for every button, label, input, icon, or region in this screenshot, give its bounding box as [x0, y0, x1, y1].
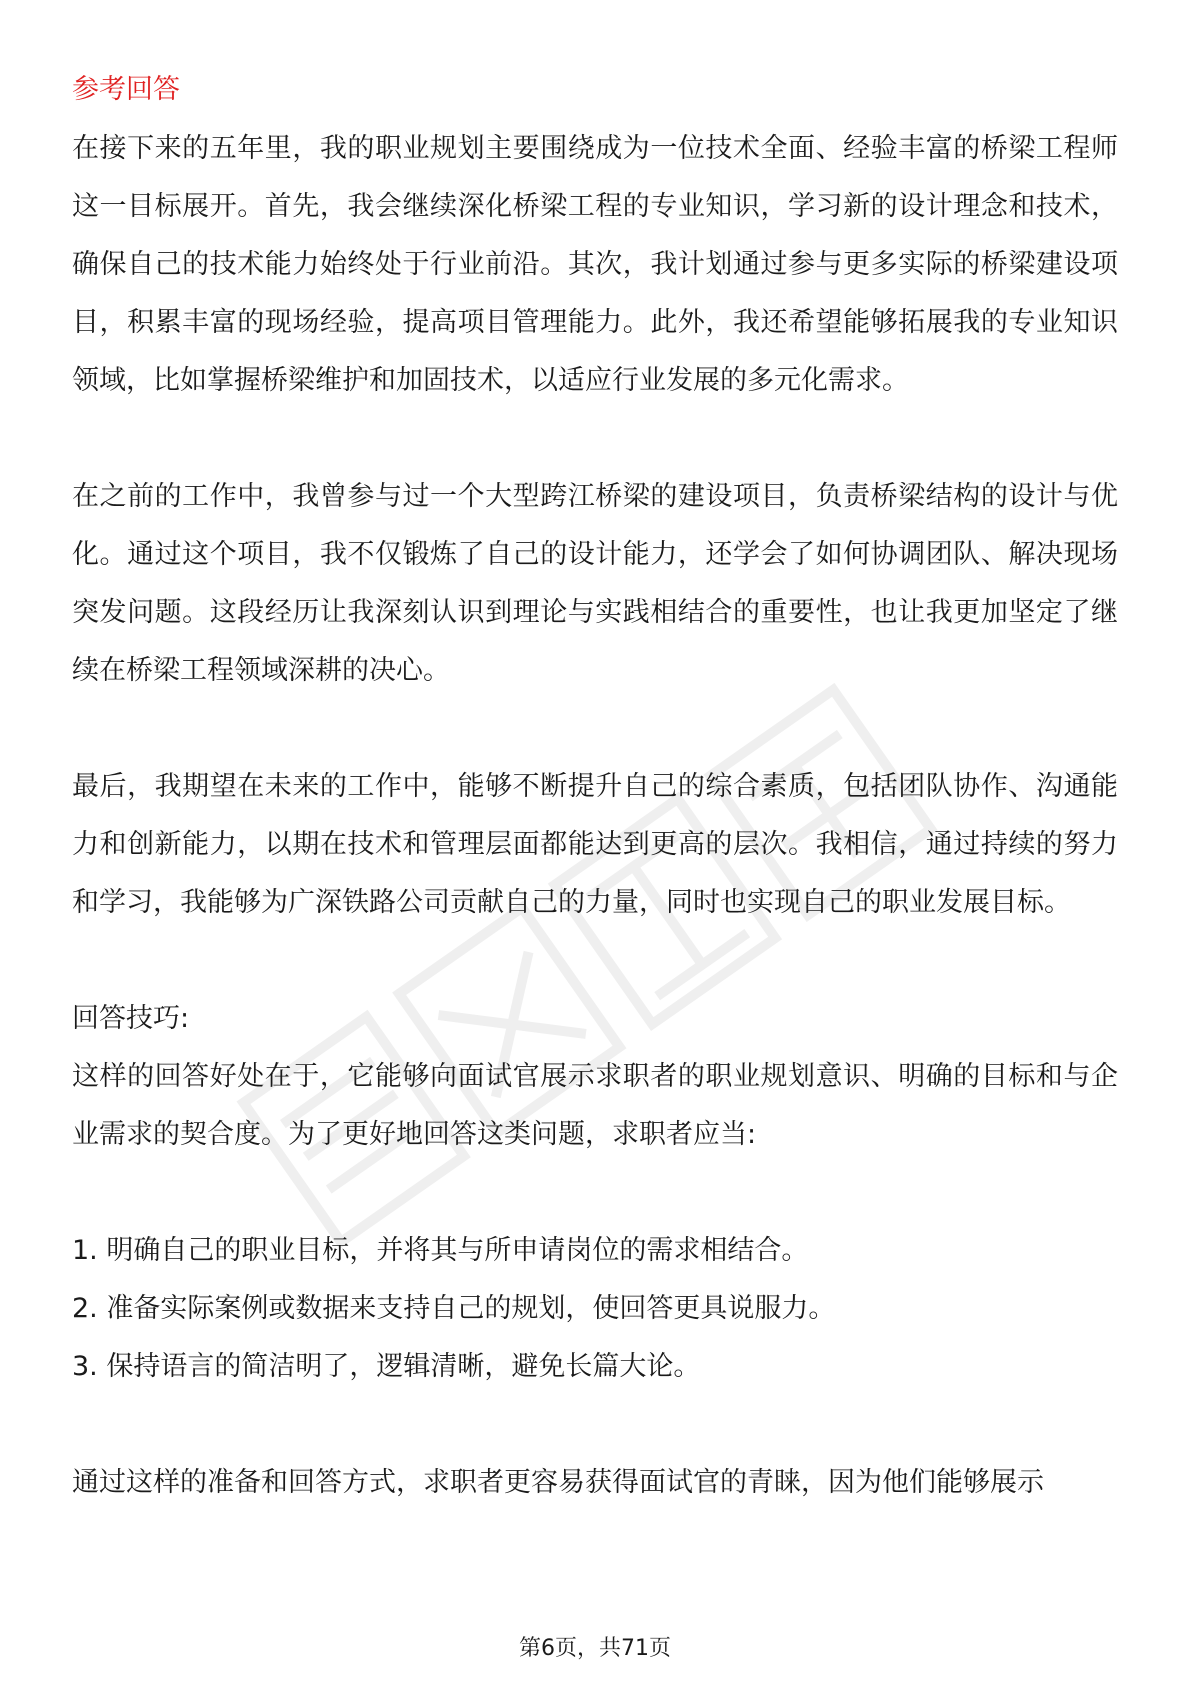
section-heading: 参考回答: [72, 74, 180, 105]
answer-paragraph-2: 在之前的工作中，我曾参与过一个大型跨江桥梁的建设项目，负责桥梁结构的设计与优化。通过这个项目，我不仅锻炼了自己的设计能力，还学会了如何协调团队、解决现场突发问题。这段经历让我深刻认识到理论与实践相结合的重要性，也让我更加坚定了继续在桥梁工程领域深耕的决心。: [72, 481, 1118, 686]
closing-paragraph: 通过这样的准备和回答方式，求职者更容易获得面试官的青睐，因为他们能够展示: [72, 1467, 1044, 1498]
tip-item: 3. 保持语言的简洁明了，逻辑清晰，避免长篇大论。: [72, 1351, 701, 1382]
paragraph-spacer: [72, 410, 1118, 468]
tip-item: 1. 明确自己的职业目标，并将其与所申请岗位的需求相结合。: [72, 1235, 809, 1266]
paragraph-spacer: [72, 700, 1118, 758]
answer-paragraph-3: 最后，我期望在未来的工作中，能够不断提升自己的综合素质，包括团队协作、沟通能力和创新能力，以期在技术和管理层面都能达到更高的层次。我相信，通过持续的努力和学习，我能够为广深铁路公司贡献自己的力量，同时也实现自己的职业发展目标。: [72, 771, 1118, 918]
tips-title: 回答技巧:: [72, 1003, 190, 1034]
answer-paragraph-1: 在接下来的五年里，我的职业规划主要围绕成为一位技术全面、经验丰富的桥梁工程师这一目标展开。首先，我会继续深化桥梁工程的专业知识，学习新的设计理念和技术，确保自己的技术能力始终处于行业前沿。其次，我计划通过参与更多实际的桥梁建设项目，积累丰富的现场经验，提高项目管理能力。此外，我还希望能够拓展我的专业知识领域，比如掌握桥梁维护和加固技术，以适应行业发展的多元化需求。: [72, 133, 1118, 396]
paragraph-spacer: [72, 1396, 1118, 1454]
tips-intro: 这样的回答好处在于，它能够向面试官展示求职者的职业规划意识、明确的目标和与企业需求的契合度。为了更好地回答这类问题，求职者应当:: [72, 1061, 1118, 1150]
tip-item: 2. 准备实际案例或数据来支持自己的规划，使回答更具说服力。: [72, 1293, 836, 1324]
tips-list: [72, 1222, 1118, 1396]
page-footer: 第6页，共71页: [519, 1636, 671, 1661]
paragraph-spacer: [72, 932, 1118, 990]
paragraph-spacer: [72, 1164, 1118, 1222]
document-page: [72, 70, 1118, 1512]
